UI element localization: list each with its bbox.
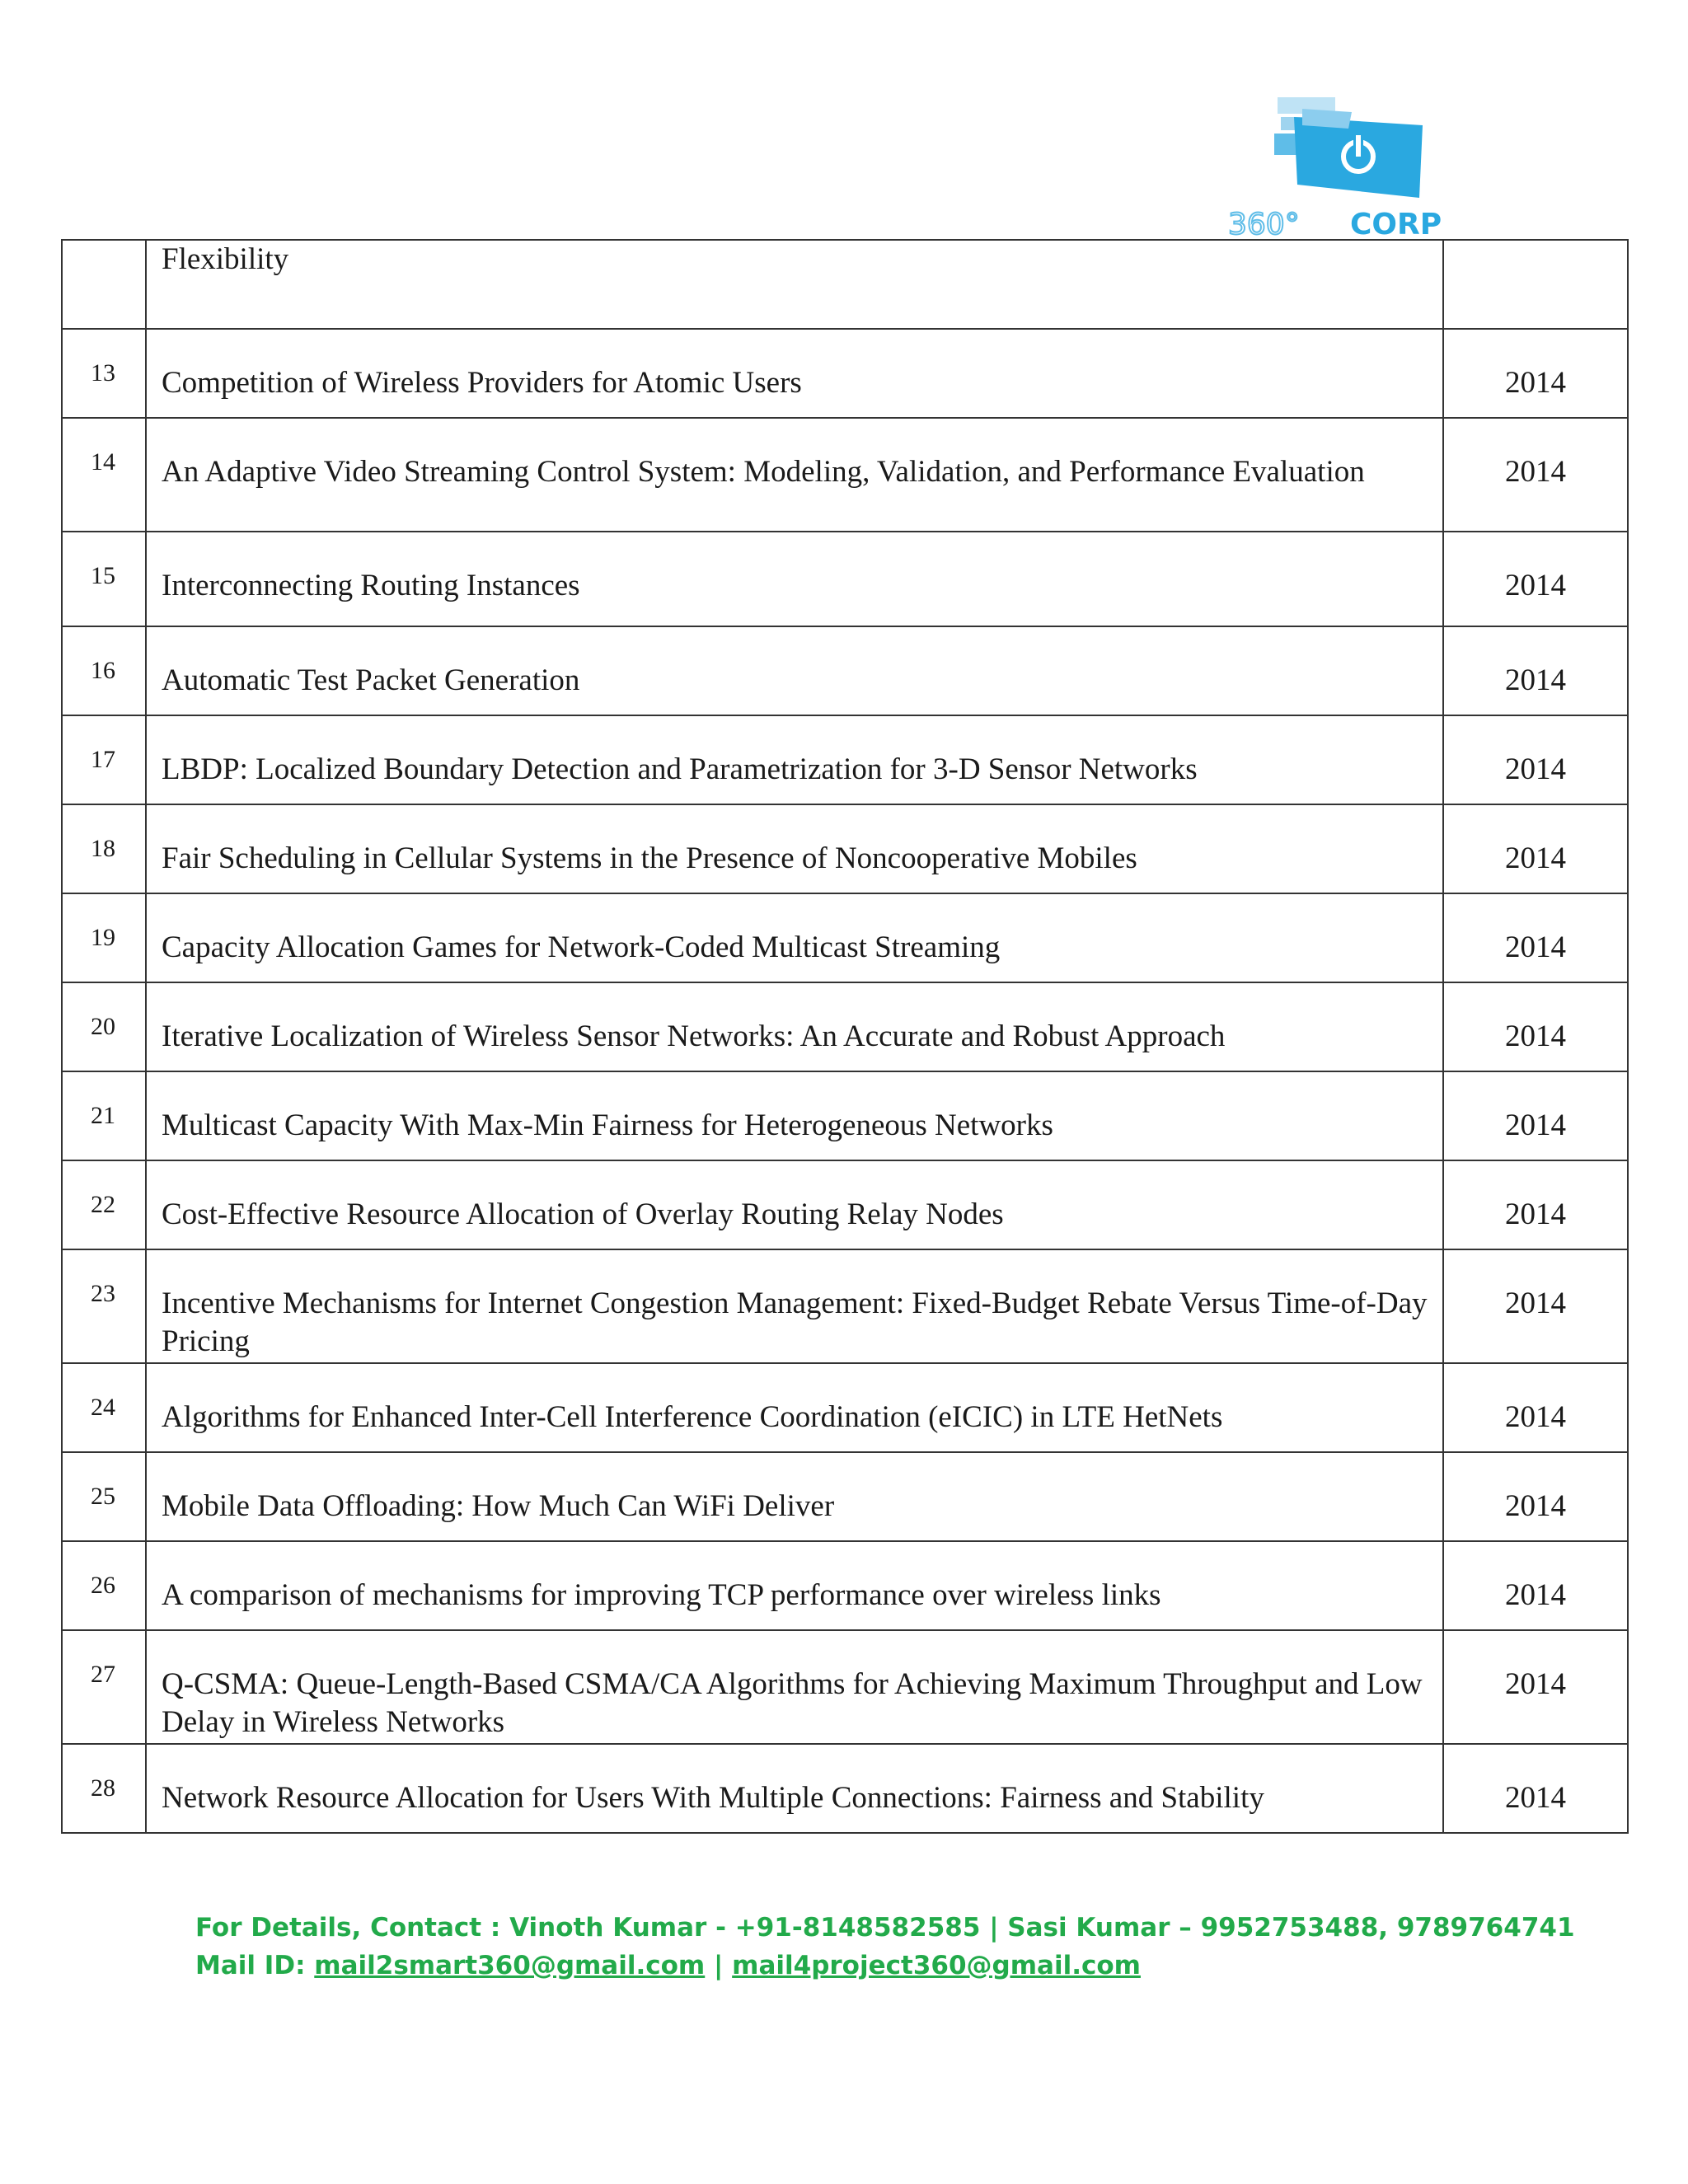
row-year-cell: [1443, 240, 1628, 329]
footer-contact: [195, 1909, 1575, 1985]
table-row: [62, 715, 1628, 804]
row-title: Algorithms for Enhanced Inter-Cell Interference Coordination (eICIC) in LTE HetNets: [146, 1363, 1443, 1452]
power-logo-icon: [1228, 92, 1475, 239]
table-row: [62, 329, 1628, 418]
row-number: 20: [62, 982, 146, 1071]
row-number: 22: [62, 1160, 146, 1249]
company-logo: [1228, 92, 1475, 239]
row-number: 17: [62, 715, 146, 804]
logo-text-360: 360°: [1228, 208, 1300, 239]
email-link-1[interactable]: mail2smart360@gmail.com: [314, 1951, 706, 1980]
table-row: [62, 982, 1628, 1071]
project-table: [61, 239, 1629, 1834]
table-row: [62, 1160, 1628, 1249]
row-number: 18: [62, 804, 146, 893]
row-number: 14: [62, 418, 146, 532]
row-year: 2014: [1443, 1744, 1628, 1833]
row-number: 26: [62, 1541, 146, 1630]
row-title: Cost-Effective Resource Allocation of Overlay Routing Relay Nodes: [146, 1160, 1443, 1249]
table-row: [62, 804, 1628, 893]
table-row: [62, 1630, 1628, 1744]
table-row-continuation: [62, 240, 1628, 329]
table-row: [62, 893, 1628, 982]
row-year: 2014: [1443, 1249, 1628, 1363]
row-number-cell: [62, 240, 146, 329]
logo-text-corp: CORP: [1350, 208, 1442, 239]
row-year: 2014: [1443, 715, 1628, 804]
email-link-2[interactable]: mail4project360@gmail.com: [732, 1951, 1141, 1980]
row-year: 2014: [1443, 532, 1628, 626]
contact-line: For Details, Contact : Vinoth Kumar - +91-8148582585 | Sasi Kumar – 9952753488, 9789764741: [195, 1913, 1575, 1943]
row-title: Network Resource Allocation for Users With Multiple Connections: Fairness and Stability: [146, 1744, 1443, 1833]
table-row: [62, 626, 1628, 715]
row-year: 2014: [1443, 1630, 1628, 1744]
row-title-cell: [146, 240, 1443, 329]
row-title: Iterative Localization of Wireless Sensor Networks: An Accurate and Robust Approach: [146, 982, 1443, 1071]
row-year: 2014: [1443, 1363, 1628, 1452]
row-title: Competition of Wireless Providers for Atomic Users: [146, 329, 1443, 418]
row-title: Multicast Capacity With Max-Min Fairness for Heterogeneous Networks: [146, 1071, 1443, 1160]
table-row: [62, 532, 1628, 626]
row-year: 2014: [1443, 329, 1628, 418]
row-title: Q-CSMA: Queue-Length-Based CSMA/CA Algorithms for Achieving Maximum Throughput and Low Delay in Wireless Networks: [146, 1630, 1443, 1744]
mail-line: [195, 1947, 1575, 1985]
row-title: Capacity Allocation Games for Network-Coded Multicast Streaming: [146, 893, 1443, 982]
row-year: 2014: [1443, 1541, 1628, 1630]
table-row: [62, 418, 1628, 532]
row-title: Automatic Test Packet Generation: [146, 626, 1443, 715]
row-number: 19: [62, 893, 146, 982]
row-title: Flexibility: [162, 242, 289, 276]
table-row: [62, 1249, 1628, 1363]
table-row: [62, 1071, 1628, 1160]
table-row: [62, 1541, 1628, 1630]
row-title: Interconnecting Routing Instances: [146, 532, 1443, 626]
row-title: Mobile Data Offloading: How Much Can WiFi Deliver: [146, 1452, 1443, 1541]
row-title: An Adaptive Video Streaming Control System: Modeling, Validation, and Performance Evaluation: [146, 418, 1443, 532]
row-title: LBDP: Localized Boundary Detection and Parametrization for 3-D Sensor Networks: [146, 715, 1443, 804]
row-title: Incentive Mechanisms for Internet Congestion Management: Fixed-Budget Rebate Versus Time-of-Day Pricing: [146, 1249, 1443, 1363]
table-row: [62, 1744, 1628, 1833]
row-title: A comparison of mechanisms for improving TCP performance over wireless links: [146, 1541, 1443, 1630]
row-number: 16: [62, 626, 146, 715]
row-number: 13: [62, 329, 146, 418]
row-year: 2014: [1443, 1452, 1628, 1541]
row-title: Fair Scheduling in Cellular Systems in the Presence of Noncooperative Mobiles: [146, 804, 1443, 893]
row-year: 2014: [1443, 1160, 1628, 1249]
table-row: [62, 1452, 1628, 1541]
row-number: 15: [62, 532, 146, 626]
row-number: 27: [62, 1630, 146, 1744]
row-year: 2014: [1443, 804, 1628, 893]
row-number: 25: [62, 1452, 146, 1541]
row-number: 23: [62, 1249, 146, 1363]
mail-label: Mail ID:: [195, 1951, 315, 1980]
row-year: 2014: [1443, 418, 1628, 532]
row-year: 2014: [1443, 1071, 1628, 1160]
table-row: [62, 1363, 1628, 1452]
row-number: 28: [62, 1744, 146, 1833]
row-year: 2014: [1443, 982, 1628, 1071]
row-number: 21: [62, 1071, 146, 1160]
row-year: 2014: [1443, 893, 1628, 982]
mail-separator: |: [705, 1951, 733, 1980]
row-number: 24: [62, 1363, 146, 1452]
row-year: 2014: [1443, 626, 1628, 715]
